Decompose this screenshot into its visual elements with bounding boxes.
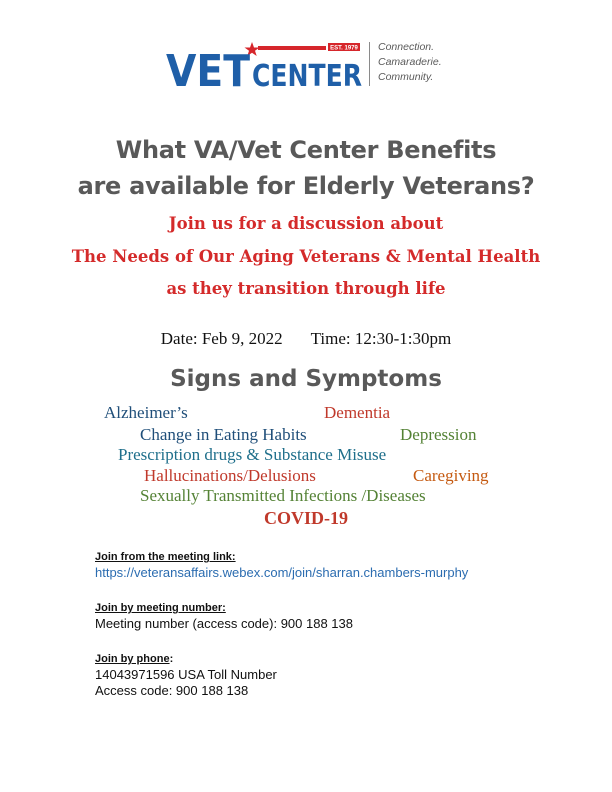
signs-heading: Signs and Symptoms [170, 366, 442, 392]
logo-divider [369, 42, 370, 86]
phone-heading [95, 653, 173, 665]
tagline-camaraderie: Camaraderie. [378, 56, 442, 68]
symptom-eating: Change in Eating Habits [140, 425, 307, 444]
symptom-dementia: Dementia [324, 403, 391, 422]
symptom-hallucinations: Hallucinations/Delusions [144, 466, 316, 485]
tagline-connection: Connection. [378, 41, 435, 53]
symptom-caregiving: Caregiving [413, 466, 489, 485]
symptom-prescription: Prescription drugs & Substance Misuse [118, 445, 387, 464]
logo-tagline [378, 40, 458, 85]
discussion-topic: The Needs of Our Aging Veterans & Mental Health [71, 247, 541, 266]
event-date: Date: Feb 9, 2022 [160, 329, 283, 348]
symptom-alzheimers: Alzheimer’s [104, 403, 188, 422]
vet-center-logo [166, 40, 456, 97]
logo-center: CENTER [252, 59, 362, 94]
page-title-line-2: are available for Elderly Veterans? [77, 172, 535, 200]
logo-est: EST. 1979 [330, 45, 358, 52]
symptom-sti: Sexually Transmitted Infections /Diseases [140, 486, 426, 505]
logo-vet: VET [166, 46, 250, 97]
phone-heading-colon: : [169, 653, 174, 665]
phone-access-code: Access code: 900 188 138 [95, 683, 249, 698]
event-time: Time: 12:30-1:30pm [310, 329, 452, 348]
meeting-link[interactable]: https://veteransaffairs.webex.com/join/sharran.chambers-murphy [95, 565, 469, 580]
discussion-intro: Join us for a discussion about [168, 214, 444, 233]
event-datetime [0, 329, 612, 349]
phone-heading-text: Join by phone [95, 653, 170, 665]
symptom-depression: Depression [400, 425, 477, 444]
vet-center-wordmark [166, 40, 366, 97]
link-heading: Join from the meeting link: [95, 551, 236, 563]
tagline-community: Community. [378, 71, 434, 83]
symptom-covid: COVID-19 [264, 508, 348, 528]
phone-number: 14043971596 USA Toll Number [95, 667, 277, 682]
meeting-number: Meeting number (access code): 900 188 138 [95, 616, 353, 631]
page-title-line-1: What VA/Vet Center Benefits [115, 136, 497, 164]
number-heading: Join by meeting number: [95, 602, 226, 614]
discussion-subtopic: as they transition through life [166, 279, 446, 298]
